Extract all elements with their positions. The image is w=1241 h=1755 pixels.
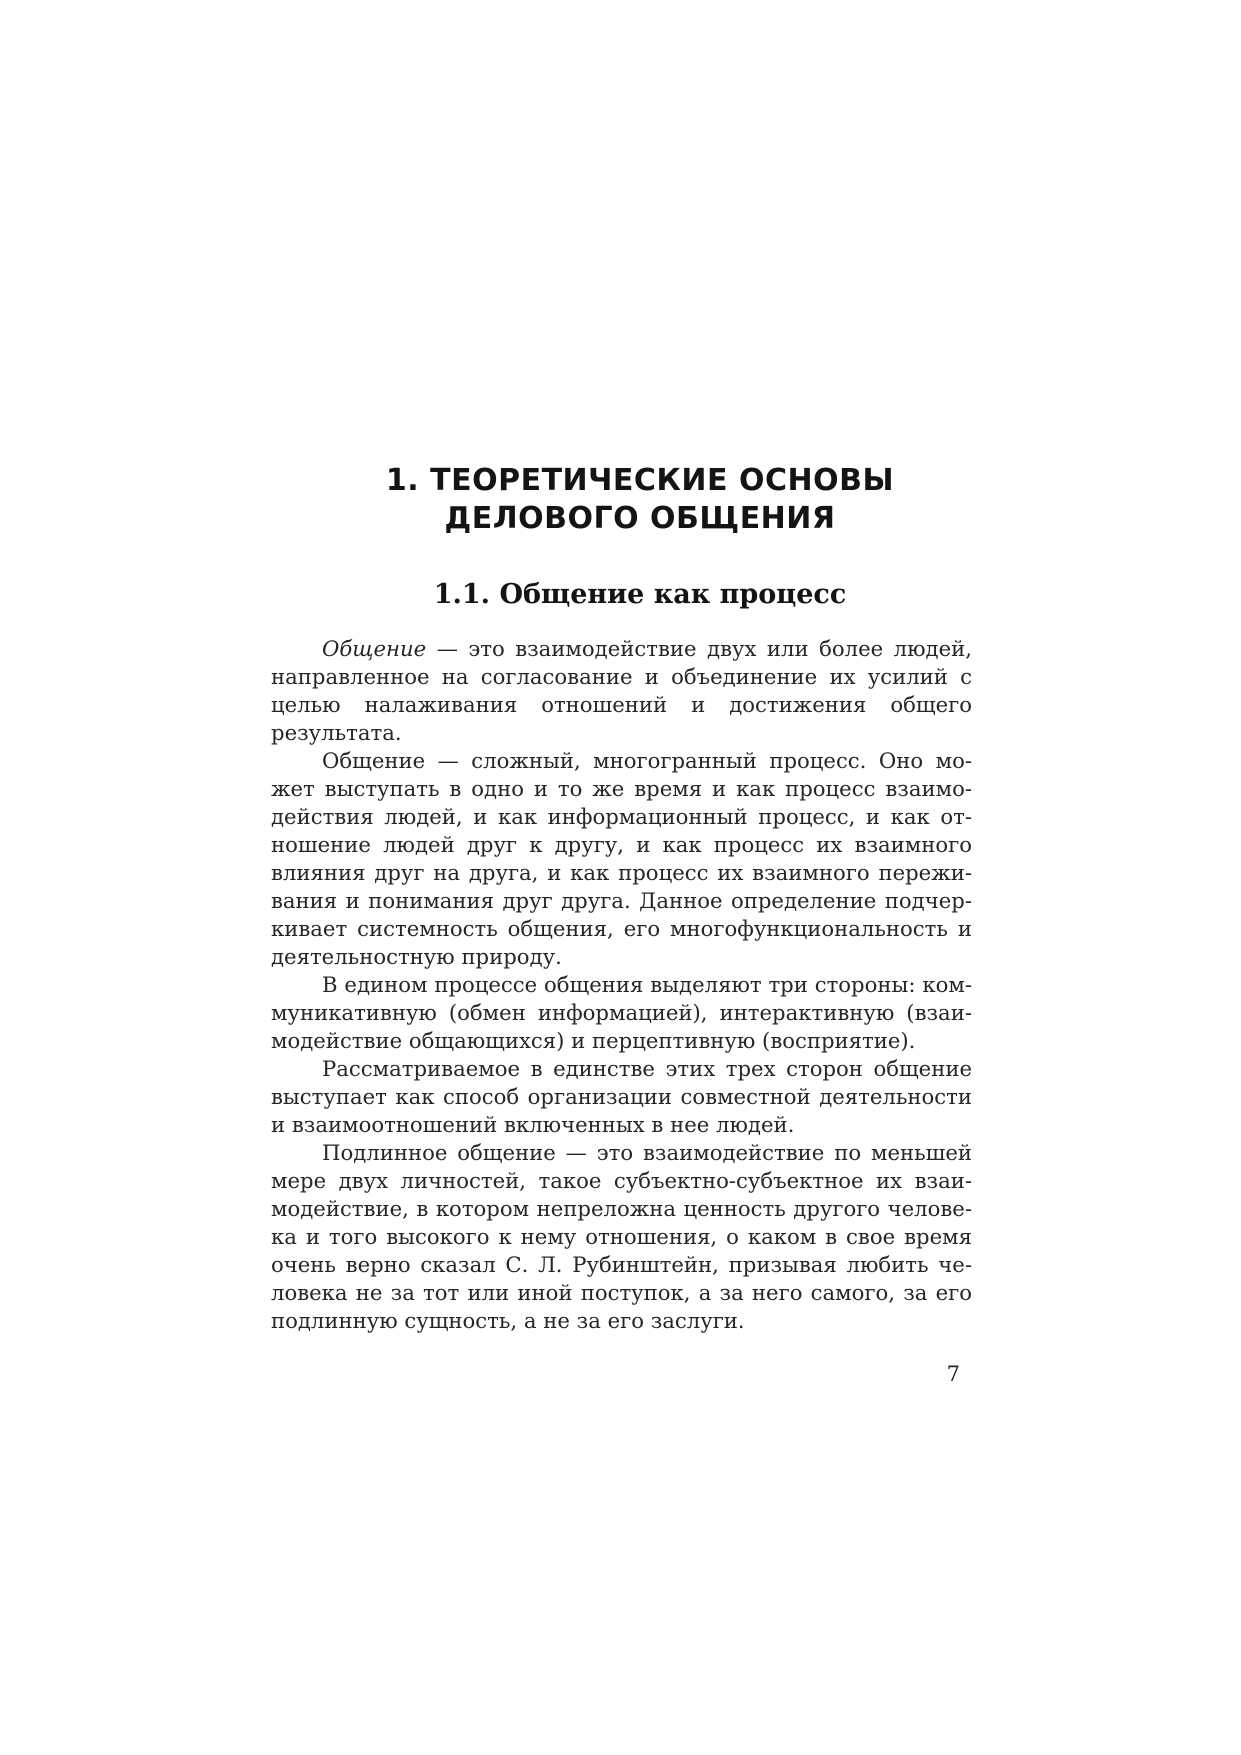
chapter-title-line-2: ДЕЛОВОГО ОБЩЕНИЯ (444, 501, 836, 536)
body-text (271, 635, 972, 1335)
paragraph-2: Общение — сложный, многогранный процесс. Оно может выступать в одно и то же время и как процесс взаимодействия людей, и как информационный процесс, и как отношение людей друг к другу, и как процесс их взаимного влияния друг на друга, и как процесс их взаимного переживания и понимания друг друга. Данное определение подчеркивает системность общения, его многофункциональность и деятельностную природу. (271, 748, 972, 969)
paragraph-3: В едином процессе общения выделяют три стороны: коммуникативную (обмен информацией), интерактивную (взаимодействие общающихся) и перцептивную (восприятие). (271, 972, 972, 1053)
chapter-title-line-1: 1. ТЕОРЕТИЧЕСКИЕ ОСНОВЫ (385, 463, 895, 498)
paragraph-1-text: — это взаимодействие двух или более людей, направленное на согласование и объединение их усилий с целью налаживания отношений и достижения общего результата. (271, 636, 972, 745)
paragraph-4: Рассматриваемое в единстве этих трех сторон общение выступает как способ организации совместной деятельности и взаимоотношений включенных в нее людей. (271, 1056, 972, 1137)
chapter-title (200, 462, 1080, 538)
defined-term: Общение (322, 636, 427, 661)
paragraph-5: Подлинное общение — это взаимодействие по меньшей мере двух личностей, такое субъектно-субъектное их взаимодействие, в котором непреложна ценность другого человека и того высокого к нему отношения, о каком в свое время очень верно сказал С. Л. Рубинштейн, призывая любить человека не за тот или иной поступок, а за него самого, за его подлинную сущность, а не за его заслуги. (271, 1140, 972, 1333)
page-number: 7 (946, 1362, 960, 1386)
paragraph-1 (271, 635, 972, 747)
section-title: 1.1. Общение как процесс (433, 579, 847, 610)
